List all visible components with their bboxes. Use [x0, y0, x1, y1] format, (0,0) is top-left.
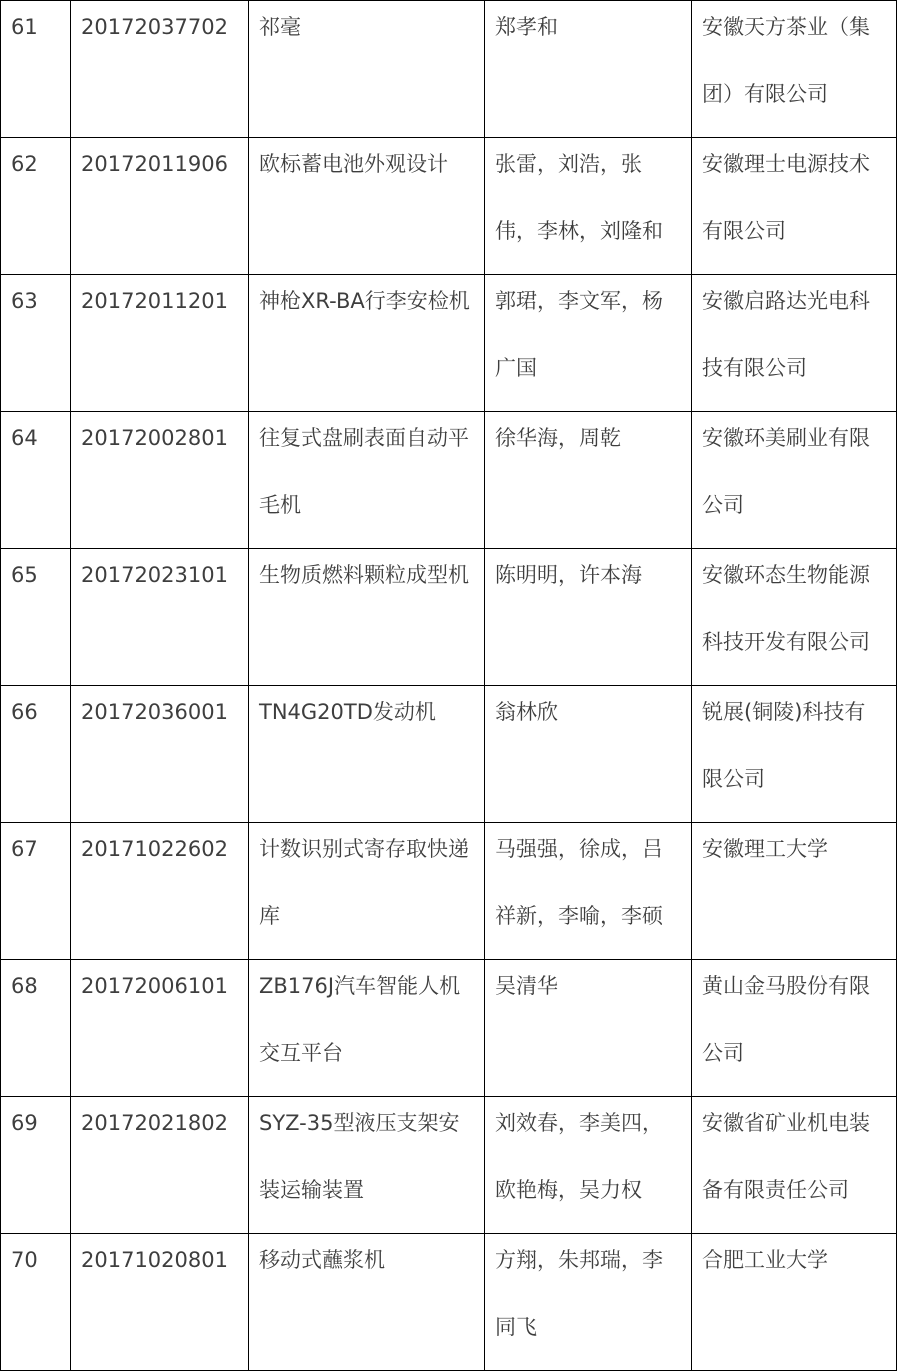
project-name: 生物质燃料颗粒成型机 — [259, 563, 469, 587]
organization-cell — [692, 412, 897, 549]
project-id: 20172021802 — [81, 1111, 228, 1135]
organization-cell — [692, 1097, 897, 1234]
project-id-cell — [71, 1097, 249, 1234]
row-number: 66 — [11, 700, 38, 724]
table-body — [1, 1, 897, 1371]
organization-cell — [692, 275, 897, 412]
table-row — [1, 823, 897, 960]
row-number-cell — [1, 823, 71, 960]
row-number-cell — [1, 412, 71, 549]
project-name: SYZ-35型液压支架安装运输装置 — [259, 1111, 460, 1202]
row-number: 63 — [11, 289, 38, 313]
row-number-cell — [1, 960, 71, 1097]
project-id-cell — [71, 549, 249, 686]
designers: 马强强，徐成，吕祥新，李喻，李硕 — [495, 837, 663, 928]
project-id-cell — [71, 823, 249, 960]
project-id: 20172036001 — [81, 700, 228, 724]
organization-cell — [692, 138, 897, 275]
row-number: 69 — [11, 1111, 38, 1135]
designers: 陈明明，许本海 — [495, 563, 642, 587]
project-id-cell — [71, 1, 249, 138]
row-number-cell — [1, 275, 71, 412]
designers-cell — [485, 412, 692, 549]
project-name-cell — [249, 823, 485, 960]
project-name: 往复式盘刷表面自动平毛机 — [259, 426, 469, 517]
designers-cell — [485, 549, 692, 686]
table-row — [1, 1, 897, 138]
project-id-cell — [71, 686, 249, 823]
row-number-cell — [1, 1097, 71, 1234]
organization-cell — [692, 549, 897, 686]
project-name-cell — [249, 549, 485, 686]
designers: 吴清华 — [495, 974, 558, 998]
project-name-cell — [249, 686, 485, 823]
designers: 郭珺，李文军，杨广国 — [495, 289, 663, 380]
project-name: TN4G20TD发动机 — [259, 700, 436, 724]
project-name: 祁毫 — [259, 15, 301, 39]
designers-cell — [485, 1234, 692, 1371]
organization: 安徽省矿业机电装备有限责任公司 — [702, 1111, 870, 1202]
row-number: 68 — [11, 974, 38, 998]
organization-cell — [692, 1, 897, 138]
table-row — [1, 1234, 897, 1371]
organization: 安徽环美刷业有限公司 — [702, 426, 870, 517]
row-number-cell — [1, 1, 71, 138]
organization: 安徽理士电源技术有限公司 — [702, 152, 870, 243]
designers-cell — [485, 823, 692, 960]
project-name: 计数识别式寄存取快递库 — [259, 837, 469, 928]
organization-cell — [692, 960, 897, 1097]
project-id: 20172037702 — [81, 15, 228, 39]
row-number-cell — [1, 1234, 71, 1371]
organization: 安徽理工大学 — [702, 837, 828, 861]
designers-cell — [485, 1, 692, 138]
organization: 安徽天方茶业（集团）有限公司 — [702, 15, 870, 106]
project-name-cell — [249, 960, 485, 1097]
designers: 刘效春，李美四，欧艳梅，吴力权 — [495, 1111, 663, 1202]
project-name-cell — [249, 1234, 485, 1371]
organization-cell — [692, 686, 897, 823]
project-id: 20172023101 — [81, 563, 228, 587]
organization: 安徽环态生物能源科技开发有限公司 — [702, 563, 870, 654]
organization: 锐展(铜陵)科技有限公司 — [702, 700, 866, 791]
project-id: 20172006101 — [81, 974, 228, 998]
organization-cell — [692, 1234, 897, 1371]
project-name: 神枪XR-BA行李安检机 — [259, 289, 470, 313]
project-id: 20172011201 — [81, 289, 228, 313]
project-id: 20172011906 — [81, 152, 228, 176]
project-id: 20171022602 — [81, 837, 228, 861]
project-name: 欧标蓄电池外观设计 — [259, 152, 448, 176]
project-name-cell — [249, 1, 485, 138]
project-id: 20172002801 — [81, 426, 228, 450]
designers-cell — [485, 686, 692, 823]
table-row — [1, 549, 897, 686]
project-id-cell — [71, 412, 249, 549]
project-id-cell — [71, 1234, 249, 1371]
table-row — [1, 1097, 897, 1234]
row-number-cell — [1, 549, 71, 686]
designers: 郑孝和 — [495, 15, 558, 39]
designers-cell — [485, 1097, 692, 1234]
row-number: 64 — [11, 426, 38, 450]
row-number: 70 — [11, 1248, 38, 1272]
table-row — [1, 686, 897, 823]
designers: 方翔，朱邦瑞，李同飞 — [495, 1248, 663, 1339]
row-number-cell — [1, 686, 71, 823]
organization: 安徽启路达光电科技有限公司 — [702, 289, 870, 380]
row-number: 67 — [11, 837, 38, 861]
project-id: 20171020801 — [81, 1248, 228, 1272]
table-row — [1, 960, 897, 1097]
designers: 徐华海，周乾 — [495, 426, 621, 450]
row-number: 62 — [11, 152, 38, 176]
designers: 张雷，刘浩，张伟，李林，刘隆和 — [495, 152, 663, 243]
project-id-cell — [71, 138, 249, 275]
organization: 黄山金马股份有限公司 — [702, 974, 870, 1065]
designers-cell — [485, 960, 692, 1097]
designers: 翁林欣 — [495, 700, 558, 724]
organization-cell — [692, 823, 897, 960]
designers-cell — [485, 275, 692, 412]
row-number: 65 — [11, 563, 38, 587]
row-number-cell — [1, 138, 71, 275]
row-number: 61 — [11, 15, 38, 39]
project-id-cell — [71, 275, 249, 412]
designers-cell — [485, 138, 692, 275]
table-row — [1, 138, 897, 275]
project-name-cell — [249, 138, 485, 275]
organization: 合肥工业大学 — [702, 1248, 828, 1272]
table-row — [1, 412, 897, 549]
project-name-cell — [249, 275, 485, 412]
table-row — [1, 275, 897, 412]
project-name-cell — [249, 412, 485, 549]
project-name: ZB176J汽车智能人机交互平台 — [259, 974, 461, 1065]
project-name-cell — [249, 1097, 485, 1234]
project-id-cell — [71, 960, 249, 1097]
project-name: 移动式蘸浆机 — [259, 1248, 385, 1272]
